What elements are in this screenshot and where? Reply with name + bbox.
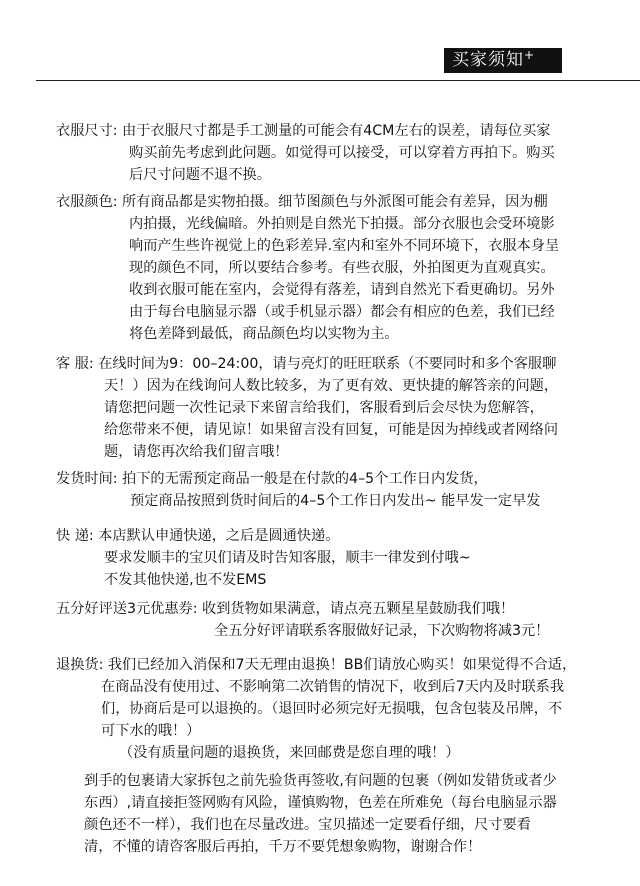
plus-mark: + <box>524 48 536 62</box>
text-line: 收到衣服可能在室内，会觉得有落差，请到自然光下看更确切。另外 <box>129 282 555 298</box>
title-text: 买家须知 <box>452 50 524 70</box>
text-line: 题，请您再次给我们留言哦！ <box>104 444 289 460</box>
section-express <box>56 525 471 591</box>
text-line: 购买前先考虑到此问题。如觉得可以接受，可以穿着方再拍下。购买 <box>129 145 555 161</box>
text-line: 预定商品按照到货时间后的4–5个工作日内发出~ 能早发一定早发 <box>130 493 541 509</box>
text-line: 收到货物如果满意，请点亮五颗星星鼓励我们哦！ <box>202 601 515 617</box>
section-service <box>56 353 558 463</box>
text-line: 清，不懂的请咨客服后再拍，千万不要凭想象购物，谢谢合作！ <box>84 839 482 855</box>
text-line: 全五分好评请联系客服做好记录，下次购物将减3元！ <box>214 623 550 639</box>
section-returns <box>56 654 576 764</box>
section-label: 衣服尺寸: <box>56 123 118 139</box>
text-line: 所有商品都是实物拍摄。细节图颜色与外派图可能会有差异，因为棚 <box>122 194 548 210</box>
page-title <box>444 48 562 73</box>
text-line: 响而产生些许视觉上的色彩差异.室内和室外不同环境下，衣服本身呈 <box>129 238 560 254</box>
text-line: 内拍摄，光线偏暗。外拍则是自然光下拍摄。部分衣服也会受环境影 <box>129 216 555 232</box>
section-label: 客 服: <box>56 356 94 372</box>
text-line: 可下水的哦！） <box>101 723 201 739</box>
text-line: 在线时间为9：00–24:00，请与亮灯的旺旺联系（不要同时和多个客服聊 <box>98 356 557 372</box>
section-label: 五分好评送3元优惠券: <box>56 601 198 617</box>
text-line: 颜色还不一样），我们也在尽量改进。宝贝描述一定要看仔细，尺寸要看 <box>84 817 531 833</box>
text-line: 由于每台电脑显示器（或手机显示器）都会有相应的色差，我们已经 <box>129 304 555 320</box>
section-shipping-time <box>56 468 540 512</box>
text-line: 现的颜色不同，所以要结合参考。有些衣服，外拍图更为直观真实。 <box>129 260 555 276</box>
section-label: 快 递: <box>56 528 94 544</box>
text-line: 拍下的无需预定商品一般是在付款的4–5个工作日内发货， <box>122 471 488 487</box>
text-line: 后尺寸问题不退不换。 <box>129 167 271 183</box>
text-line: 给您带来不便，请见谅！如果留言没有回复，可能是因为掉线或者网络问 <box>104 422 559 438</box>
section-label: 发货时间: <box>56 471 118 487</box>
text-line: 不发其他快递,也不发EMS <box>104 572 267 588</box>
text-line: 到手的包裹请大家拆包之前先验货再签收,有问题的包裹（例如发错货或者少 <box>84 773 557 789</box>
text-line: 我们已经加入消保和7天无理由退换！BB们请放心购买！如果觉得不合适， <box>107 657 577 673</box>
text-line: 天！）因为在线询问人数比较多，为了更有效、更快捷的解答亲的问题， <box>104 378 559 394</box>
text-line: 将色差降到最低，商品颜色均以实物为主。 <box>129 326 399 342</box>
text-line: 在商品没有使用过、不影响第二次销售的情况下，收到后7天内及时联系我 <box>101 679 565 695</box>
section-label: 衣服颜色: <box>56 194 118 210</box>
text-line: （没有质量问题的退换货，来回邮费是您自理的哦！） <box>119 745 460 761</box>
text-line: 请您把问题一次性记录下来留言给我们，客服看到后会尽快为您解答， <box>104 400 544 416</box>
text-line: 由于衣服尺寸都是手工测量的可能会有4CM左右的误差，请每位买家 <box>122 123 551 139</box>
text-line: 们，协商后是可以退换的。（退回时必须完好无损哦，包含包装及吊牌，不 <box>101 701 563 717</box>
text-line: 要求发顺丰的宝贝们请及时告知客服，顺丰一律发到付哦~ <box>104 550 471 566</box>
section-size <box>56 120 555 186</box>
text-line: 本店默认申通快递，之后是圆通快递。 <box>98 528 340 544</box>
section-color <box>56 191 559 345</box>
section-review <box>56 598 549 642</box>
text-line: 东西）,请直接拒签网购有风险，谨慎购物，色差在所难免（每台电脑显示器 <box>84 795 557 811</box>
section-label: 退换货: <box>56 657 104 673</box>
title-divider <box>36 80 640 81</box>
section-notice <box>84 770 557 858</box>
